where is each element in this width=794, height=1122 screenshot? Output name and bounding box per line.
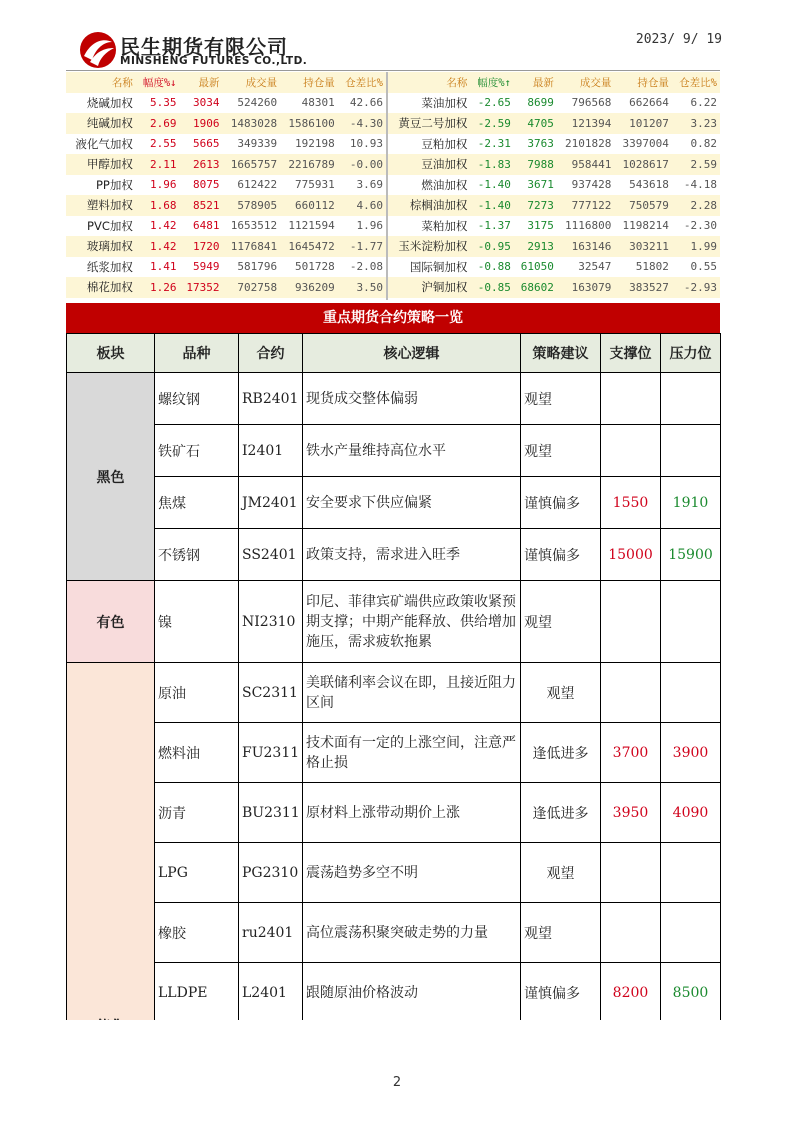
advice-cell: 逢低进多: [521, 723, 601, 783]
market-open-interest: 1586100: [280, 113, 338, 134]
contract-cell: ru2401: [239, 903, 303, 963]
support-cell: [601, 425, 661, 477]
market-volume: 777122: [557, 195, 614, 216]
variety-cell: 铁矿石: [155, 425, 239, 477]
market-open-interest: 383527: [614, 277, 671, 298]
table-row: [67, 963, 721, 1023]
market-open-interest: 101207: [614, 113, 671, 134]
market-open-interest: 2216789: [280, 154, 338, 175]
market-volume: 2101828: [557, 134, 614, 155]
market-last-price: 3175: [514, 216, 557, 237]
market-last-price: 2613: [179, 154, 222, 175]
advice-cell: 谨慎偏多: [521, 477, 601, 529]
market-change-pct: 1.42: [136, 216, 180, 237]
sector-nonferrous: 有色: [67, 581, 155, 663]
market-contract-name: PVC加权: [66, 216, 136, 237]
logic-cell: 美联储利率会议在即，且接近阻力区间: [303, 663, 521, 723]
market-oi-change-pct: 1.96: [338, 216, 386, 237]
market-change-pct: 1.68: [136, 195, 180, 216]
market-row: [66, 216, 386, 237]
market-contract-name: PP加权: [66, 175, 136, 196]
header-divider: [66, 70, 720, 71]
market-change-pct: -0.85: [470, 277, 514, 298]
market-change-pct: 1.96: [136, 175, 180, 196]
market-row: [388, 93, 720, 114]
market-col-header: 幅度%↑: [470, 72, 514, 93]
variety-cell: 沥青: [155, 783, 239, 843]
market-col-header: 名称: [388, 72, 470, 93]
table-row: [67, 425, 721, 477]
table-row: [67, 581, 721, 663]
contract-cell: SS2401: [239, 529, 303, 581]
logic-cell: 技术面有一定的上涨空间，注意严格止损: [303, 723, 521, 783]
market-oi-change-pct: -0.00: [338, 154, 386, 175]
resistance-cell: [661, 581, 721, 663]
resistance-cell: 4090: [661, 783, 721, 843]
market-col-header: 最新: [514, 72, 557, 93]
market-last-price: 5949: [179, 257, 222, 278]
market-row: [388, 257, 720, 278]
sector-black: 黑色: [67, 373, 155, 581]
market-volume: 702758: [223, 277, 281, 298]
logic-cell: 印尼、菲律宾矿端供应政策收紧预期支撑；中期产能释放、供给增加施压，需求疲软拖累: [303, 581, 521, 663]
company-name-cn: 民生期货有限公司: [120, 35, 288, 59]
market-volume: 163146: [557, 236, 614, 257]
header-logic: 核心逻辑: [303, 334, 521, 373]
variety-cell: 橡胶: [155, 903, 239, 963]
market-oi-change-pct: 3.69: [338, 175, 386, 196]
market-oi-change-pct: 6.22: [672, 93, 720, 114]
market-last-price: 7273: [514, 195, 557, 216]
market-contract-name: 豆油加权: [388, 154, 470, 175]
header-sector: 板块: [67, 334, 155, 373]
market-change-pct: -2.31: [470, 134, 514, 155]
market-contract-name: 玻璃加权: [66, 236, 136, 257]
market-row: [66, 134, 386, 155]
resistance-cell: [661, 425, 721, 477]
market-open-interest: 775931: [280, 175, 338, 196]
market-last-price: 8699: [514, 93, 557, 114]
market-oi-change-pct: 2.28: [672, 195, 720, 216]
logic-cell: 铁水产量维持高位水平: [303, 425, 521, 477]
market-oi-change-pct: -2.08: [338, 257, 386, 278]
market-open-interest: 1028617: [614, 154, 671, 175]
market-last-price: 3034: [179, 93, 222, 114]
resistance-cell: [661, 663, 721, 723]
market-col-header: 仓差比%: [672, 72, 720, 93]
minsheng-logo-icon: [78, 30, 118, 70]
market-col-header: 幅度%↓: [136, 72, 180, 93]
market-open-interest: 936209: [280, 277, 338, 298]
support-cell: [601, 663, 661, 723]
market-col-header: 持仓量: [280, 72, 338, 93]
sector-energy: [67, 663, 155, 1023]
market-open-interest: 192198: [280, 134, 338, 155]
market-row: [66, 113, 386, 134]
market-col-header: 仓差比%: [338, 72, 386, 93]
market-volume: 581796: [223, 257, 281, 278]
variety-cell: 焦煤: [155, 477, 239, 529]
market-contract-name: 菜油加权: [388, 93, 470, 114]
market-row: [388, 216, 720, 237]
market-volume: 349339: [223, 134, 281, 155]
company-name-en: MINSHENG FUTURES CO.,LTD.: [120, 55, 308, 67]
market-open-interest: 1198214: [614, 216, 671, 237]
header-resistance: 压力位: [661, 334, 721, 373]
advice-cell: 观望: [521, 903, 601, 963]
market-contract-name: 纯碱加权: [66, 113, 136, 134]
resistance-cell: 3900: [661, 723, 721, 783]
contract-cell: FU2311: [239, 723, 303, 783]
market-change-pct: 1.41: [136, 257, 180, 278]
header-support: 支撑位: [601, 334, 661, 373]
resistance-cell: 8500: [661, 963, 721, 1023]
resistance-cell: [661, 843, 721, 903]
market-volume: 1653512: [223, 216, 281, 237]
market-oi-change-pct: 42.66: [338, 93, 386, 114]
market-col-header: 名称: [66, 72, 136, 93]
market-oi-change-pct: 1.99: [672, 236, 720, 257]
variety-cell: LPG: [155, 843, 239, 903]
support-cell: 8200: [601, 963, 661, 1023]
market-contract-name: 塑料加权: [66, 195, 136, 216]
market-oi-change-pct: 0.82: [672, 134, 720, 155]
support-cell: 15000: [601, 529, 661, 581]
market-last-price: 3763: [514, 134, 557, 155]
market-open-interest: 1645472: [280, 236, 338, 257]
market-oi-change-pct: -4.30: [338, 113, 386, 134]
market-row: [66, 277, 386, 298]
variety-cell: 原油: [155, 663, 239, 723]
market-change-pct: 5.35: [136, 93, 180, 114]
market-col-header: 持仓量: [614, 72, 671, 93]
market-row: [66, 257, 386, 278]
market-volume: 578905: [223, 195, 281, 216]
logic-cell: 政策支持，需求进入旺季: [303, 529, 521, 581]
market-oi-change-pct: 2.59: [672, 154, 720, 175]
market-oi-change-pct: -2.93: [672, 277, 720, 298]
table-row: [67, 373, 721, 425]
market-oi-change-pct: -4.18: [672, 175, 720, 196]
market-contract-name: 沪铜加权: [388, 277, 470, 298]
market-volume: 524260: [223, 93, 281, 114]
market-open-interest: 1121594: [280, 216, 338, 237]
variety-cell: 镍: [155, 581, 239, 663]
market-open-interest: 543618: [614, 175, 671, 196]
market-volume: 1176841: [223, 236, 281, 257]
contract-cell: I2401: [239, 425, 303, 477]
market-open-interest: 750579: [614, 195, 671, 216]
market-contract-name: 燃油加权: [388, 175, 470, 196]
header-advice: 策略建议: [521, 334, 601, 373]
market-change-pct: -1.83: [470, 154, 514, 175]
contract-cell: L2401: [239, 963, 303, 1023]
page-number: 2: [392, 1075, 402, 1090]
report-date: 2023/ 9/ 19: [635, 32, 722, 47]
table-row: [67, 663, 721, 723]
advice-cell: 观望: [521, 373, 601, 425]
market-last-price: 1906: [179, 113, 222, 134]
table-row: [67, 529, 721, 581]
support-cell: [601, 843, 661, 903]
market-contract-name: 玉米淀粉加权: [388, 236, 470, 257]
market-row: [66, 236, 386, 257]
market-change-pct: -1.40: [470, 175, 514, 196]
advice-cell: 逢低进多: [521, 783, 601, 843]
market-last-price: 61050: [514, 257, 557, 278]
advice-cell: 观望: [521, 843, 601, 903]
market-contract-name: 国际铜加权: [388, 257, 470, 278]
market-open-interest: 660112: [280, 195, 338, 216]
market-open-interest: 303211: [614, 236, 671, 257]
market-contract-name: 黄豆二号加权: [388, 113, 470, 134]
market-change-pct: -2.65: [470, 93, 514, 114]
logic-cell: 高位震荡积聚突破走势的力量: [303, 903, 521, 963]
variety-cell: 螺纹钢: [155, 373, 239, 425]
market-open-interest: 48301: [280, 93, 338, 114]
market-row: [66, 154, 386, 175]
market-last-price: 8075: [179, 175, 222, 196]
table-row: [67, 903, 721, 963]
market-change-pct: 2.11: [136, 154, 180, 175]
market-oi-change-pct: 4.60: [338, 195, 386, 216]
contract-cell: RB2401: [239, 373, 303, 425]
market-row: [388, 154, 720, 175]
market-oi-change-pct: 0.55: [672, 257, 720, 278]
market-volume: 121394: [557, 113, 614, 134]
resistance-cell: [661, 373, 721, 425]
contract-cell: NI2310: [239, 581, 303, 663]
variety-cell: 不锈钢: [155, 529, 239, 581]
market-open-interest: 662664: [614, 93, 671, 114]
market-change-pct: -2.59: [470, 113, 514, 134]
market-oi-change-pct: 3.23: [672, 113, 720, 134]
market-volume: 32547: [557, 257, 614, 278]
market-volume: 1116800: [557, 216, 614, 237]
market-row: [66, 93, 386, 114]
support-cell: 1550: [601, 477, 661, 529]
logic-cell: 震荡趋势多空不明: [303, 843, 521, 903]
market-oi-change-pct: 3.50: [338, 277, 386, 298]
strategy-title: 重点期货合约策略一览: [66, 303, 720, 333]
market-oi-change-pct: -2.30: [672, 216, 720, 237]
advice-cell: 观望: [521, 663, 601, 723]
market-oi-change-pct: -1.77: [338, 236, 386, 257]
market-row: [388, 113, 720, 134]
logic-cell: 现货成交整体偏弱: [303, 373, 521, 425]
market-last-price: 1720: [179, 236, 222, 257]
market-row: [388, 236, 720, 257]
market-last-price: 6481: [179, 216, 222, 237]
market-last-price: 3671: [514, 175, 557, 196]
market-losers-table: [388, 72, 720, 298]
market-row: [66, 175, 386, 196]
advice-cell: 谨慎偏多: [521, 529, 601, 581]
market-row: [66, 195, 386, 216]
page-header: [78, 28, 728, 72]
resistance-cell: [661, 903, 721, 963]
market-last-price: 17352: [179, 277, 222, 298]
market-open-interest: 501728: [280, 257, 338, 278]
support-cell: 3950: [601, 783, 661, 843]
market-last-price: 7988: [514, 154, 557, 175]
table-row: [67, 783, 721, 843]
market-row: [388, 277, 720, 298]
market-open-interest: 51802: [614, 257, 671, 278]
market-change-pct: 1.42: [136, 236, 180, 257]
market-change-pct: 1.26: [136, 277, 180, 298]
market-last-price: 68602: [514, 277, 557, 298]
table-row: [67, 477, 721, 529]
market-contract-name: 棕榈油加权: [388, 195, 470, 216]
logic-cell: 原材料上涨带动期价上涨: [303, 783, 521, 843]
market-change-pct: -0.95: [470, 236, 514, 257]
contract-cell: JM2401: [239, 477, 303, 529]
market-volume: 1483028: [223, 113, 281, 134]
header-variety: 品种: [155, 334, 239, 373]
market-change-pct: 2.69: [136, 113, 180, 134]
support-cell: [601, 373, 661, 425]
market-contract-name: 甲醇加权: [66, 154, 136, 175]
table-row: [67, 843, 721, 903]
market-col-header: 成交量: [557, 72, 614, 93]
market-open-interest: 3397004: [614, 134, 671, 155]
support-cell: [601, 581, 661, 663]
strategy-table: [66, 333, 721, 1023]
market-col-header: 成交量: [223, 72, 281, 93]
market-row: [388, 134, 720, 155]
market-last-price: 2913: [514, 236, 557, 257]
market-volume: 612422: [223, 175, 281, 196]
logic-cell: 跟随原油价格波动: [303, 963, 521, 1023]
resistance-cell: 15900: [661, 529, 721, 581]
logic-cell: 安全要求下供应偏紧: [303, 477, 521, 529]
market-change-pct: -1.40: [470, 195, 514, 216]
market-volume: 958441: [557, 154, 614, 175]
contract-cell: PG2310: [239, 843, 303, 903]
market-oi-change-pct: 10.93: [338, 134, 386, 155]
market-last-price: 8521: [179, 195, 222, 216]
market-contract-name: 棉花加权: [66, 277, 136, 298]
market-contract-name: 菜粕加权: [388, 216, 470, 237]
support-cell: 3700: [601, 723, 661, 783]
contract-cell: SC2311: [239, 663, 303, 723]
variety-cell: 燃料油: [155, 723, 239, 783]
resistance-cell: 1910: [661, 477, 721, 529]
market-volume: 163079: [557, 277, 614, 298]
market-gainers-table: [66, 72, 386, 298]
market-last-price: 4705: [514, 113, 557, 134]
market-row: [388, 175, 720, 196]
market-contract-name: 豆粕加权: [388, 134, 470, 155]
market-last-price: 5665: [179, 134, 222, 155]
page-clip-mask: [66, 1020, 722, 1040]
header-contract: 合约: [239, 334, 303, 373]
advice-cell: 观望: [521, 581, 601, 663]
market-contract-name: 纸浆加权: [66, 257, 136, 278]
support-cell: [601, 903, 661, 963]
advice-cell: 谨慎偏多: [521, 963, 601, 1023]
market-contract-name: 液化气加权: [66, 134, 136, 155]
contract-cell: BU2311: [239, 783, 303, 843]
market-volume: 1665757: [223, 154, 281, 175]
table-row: [67, 723, 721, 783]
market-change-pct: -1.37: [470, 216, 514, 237]
market-row: [388, 195, 720, 216]
advice-cell: 观望: [521, 425, 601, 477]
market-col-header: 最新: [179, 72, 222, 93]
market-change-pct: -0.88: [470, 257, 514, 278]
variety-cell: LLDPE: [155, 963, 239, 1023]
market-volume: 796568: [557, 93, 614, 114]
market-change-pct: 2.55: [136, 134, 180, 155]
market-volume: 937428: [557, 175, 614, 196]
market-contract-name: 烧碱加权: [66, 93, 136, 114]
